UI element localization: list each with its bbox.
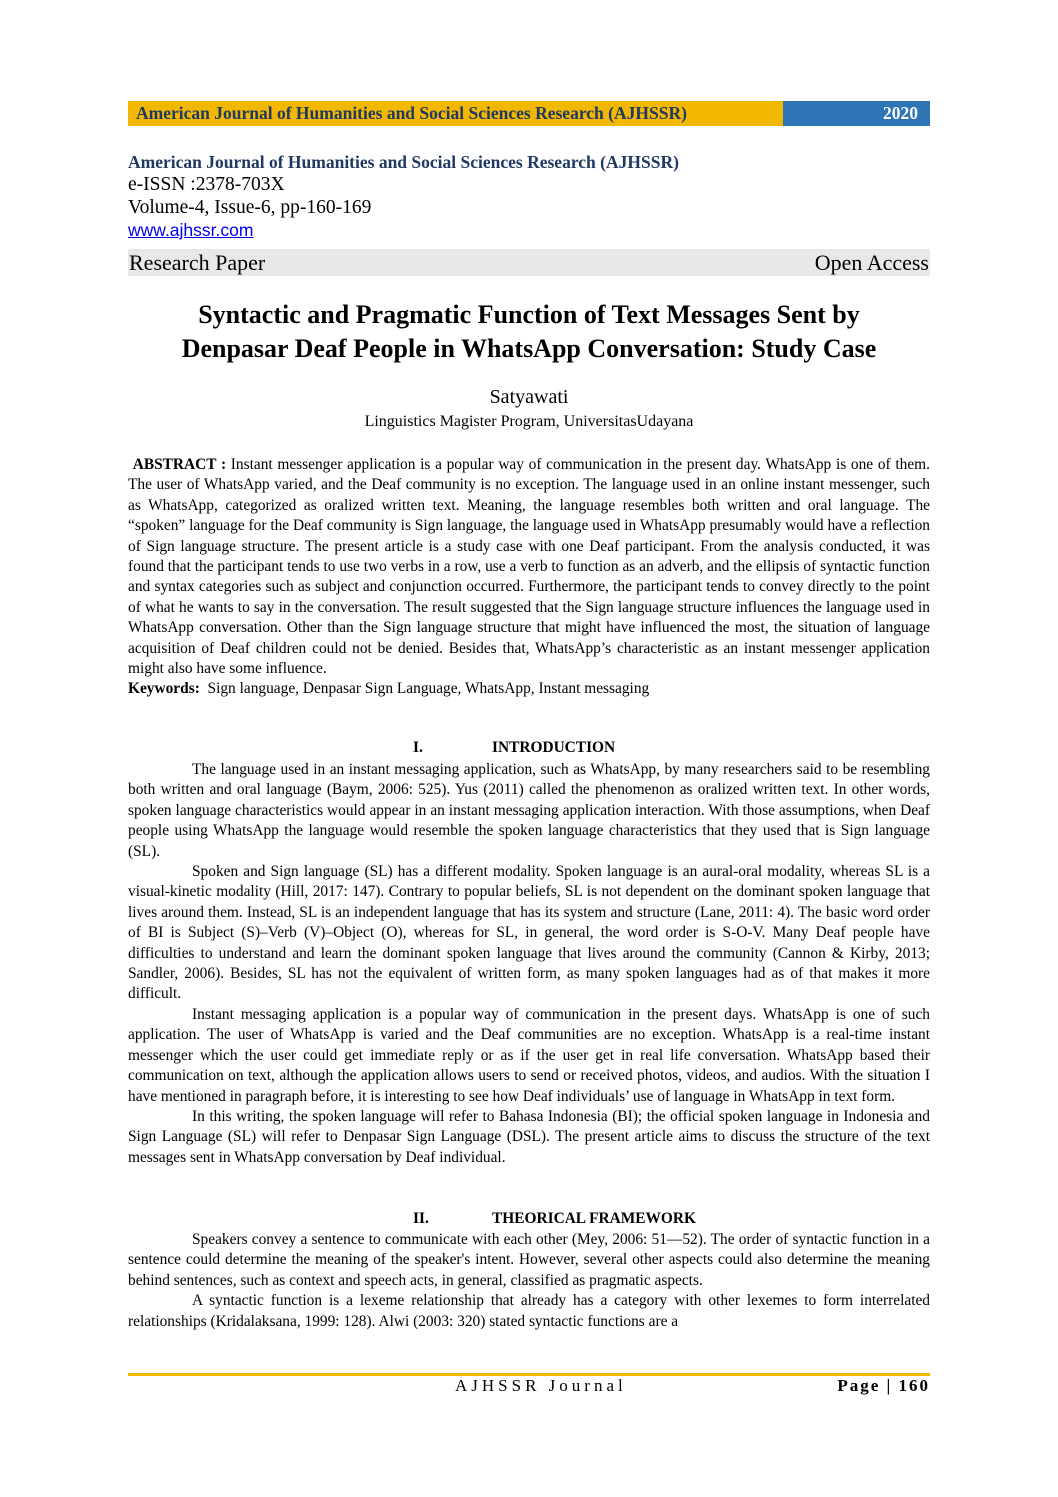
title-line-1: Syntactic and Pragmatic Function of Text Messages Sent by	[198, 300, 860, 329]
abstract-block	[128, 455, 930, 700]
journal-banner	[128, 101, 930, 126]
title-line-2: Denpasar Deaf People in WhatsApp Conversation: Study Case	[181, 334, 877, 363]
section-number: II.	[413, 1210, 429, 1227]
journal-issn: e-ISSN :2378-703X	[128, 174, 285, 195]
access-type: Open Access	[814, 249, 929, 275]
journal-volume: Volume-4, Issue-6, pp-160-169	[128, 197, 372, 218]
introduction-body	[128, 760, 930, 1168]
section-number: I.	[413, 739, 423, 756]
author-name: Satyawati	[489, 386, 569, 408]
author-affiliation: Linguistics Magister Program, UniversitasUdayana	[364, 413, 694, 430]
journal-url-link[interactable]: www.ajhssr.com	[128, 220, 254, 240]
journal-info	[128, 151, 930, 242]
abstract-text: Instant messenger application is a popular way of communication in the present day. WhatsApp is one of them. The user of WhatsApp varied, and the Deaf community is no exception. The language used in an online instant messenger, such as WhatsApp, categorized as oralized written text. Meaning, the language resembles both written and oral language. The “spoken” language for the Deaf community is Sign language, the language used in WhatsApp presumably would have a reflection of Sign language structure. The present article is a study case with one Deaf participant. From the analysis conducted, it was found that the participant tends to use two verbs in a row, use a verb to function as an adverb, and the ellipsis of syntactic function and syntax categories such as subject and conjunction occurred. Furthermore, the participant tends to convey directly to the point of what he wants to say in the conversation. The result suggested that the Sign language structure influences the language used in WhatsApp conversation. Other than the Sign language structure that might have influenced the most, the situation of language acquisition of Deaf children could not be denied. Besides that, WhatsApp’s characteristic as an instant messenger application might also have some influence.	[128, 456, 930, 678]
paragraph: A syntactic function is a lexeme relationship that already has a category with other lexemes to form interrelated relationships (Kridalaksana, 1999: 128). Alwi (2003: 320) stated syntactic functions are a	[128, 1292, 930, 1330]
paragraph: The language used in an instant messaging application, such as WhatsApp, by many researchers said to be resembling both written and oral language (Baym, 2006: 525). Yus (2011) called the phenomenon as oralized written text. In other words, spoken language characteristics would appear in an instant messaging application interaction. With those assumptions, when Deaf people using WhatsApp the language would resemble the spoken language characteristics that they used that is Sign language (SL).	[128, 761, 930, 860]
page-number: 160	[898, 1376, 930, 1395]
keywords-text: Sign language, Denpasar Sign Language, WhatsApp, Instant messaging	[207, 680, 650, 698]
section-title: INTRODUCTION	[492, 739, 616, 756]
banner-journal-title: American Journal of Humanities and Social Sciences Research (AJHSSR)	[128, 101, 783, 126]
page-label: Page	[837, 1376, 881, 1395]
paragraph: Spoken and Sign language (SL) has a different modality. Spoken language is an aural-oral modality, whereas SL is a visual-kinetic modality (Hill, 2017: 147). Contrary to popular beliefs, SL is not dependent on the dominant spoken language that lives around them. Instead, SL is an independent language that has its system and structure (Lane, 2011: 4). The basic word order of BI is Subject (S)–Verb (V)–Object (O), whereas for SL, in general, the word order is S-O-V. Many Deaf people have difficulties to understand and learn the dominant spoken language that lives around the community (Cannon & Kirby, 2013; Sandler, 2006). Besides, SL has not the equivalent of written form, as many spoken languages had as of that makes it more difficult.	[128, 863, 930, 1003]
article-title	[120, 298, 938, 366]
banner-year: 2020	[783, 101, 930, 126]
journal-name: American Journal of Humanities and Social Sciences Research (AJHSSR)	[128, 152, 679, 172]
framework-body	[128, 1230, 930, 1332]
abstract-label: ABSTRACT :	[132, 456, 227, 473]
footer-journal: AJHSSR Journal	[455, 1376, 627, 1395]
paragraph: Speakers convey a sentence to communicate with each other (Mey, 2006: 51—52). The order of syntactic function in a sentence could determine the meaning of the speaker's intent. However, several other aspects could also determine the meaning behind sentences, such as context and speech acts, in general, classified as pragmatic aspects.	[128, 1231, 930, 1289]
paper-type-bar	[128, 249, 930, 276]
paper-type: Research Paper	[129, 249, 266, 275]
keywords-label: Keywords:	[128, 680, 200, 698]
section-title: THEORICAL FRAMEWORK	[492, 1210, 696, 1227]
paragraph: In this writing, the spoken language will refer to Bahasa Indonesia (BI); the official spoken language in Indonesia and Sign Language (SL) will refer to Denpasar Sign Language (DSL). The present article aims to discuss the structure of the text messages sent in WhatsApp conversation by Deaf individual.	[128, 1107, 930, 1166]
footer-page: Page | 160	[837, 1376, 930, 1395]
paragraph: Instant messaging application is a popular way of communication in the present days. WhatsApp is one of such application. The user of WhatsApp is varied and the Deaf communities are no exception. WhatsApp is a real-time instant messenger which the user could get immediate reply or as if the user get in real life conversation. WhatsApp based their communication on text, although the application allows users to send or received photos, videos, and audios. With the situation I have mentioned in paragraph before, it is interesting to see how Deaf individuals’ use of language in WhatsApp in text form.	[128, 1005, 930, 1105]
